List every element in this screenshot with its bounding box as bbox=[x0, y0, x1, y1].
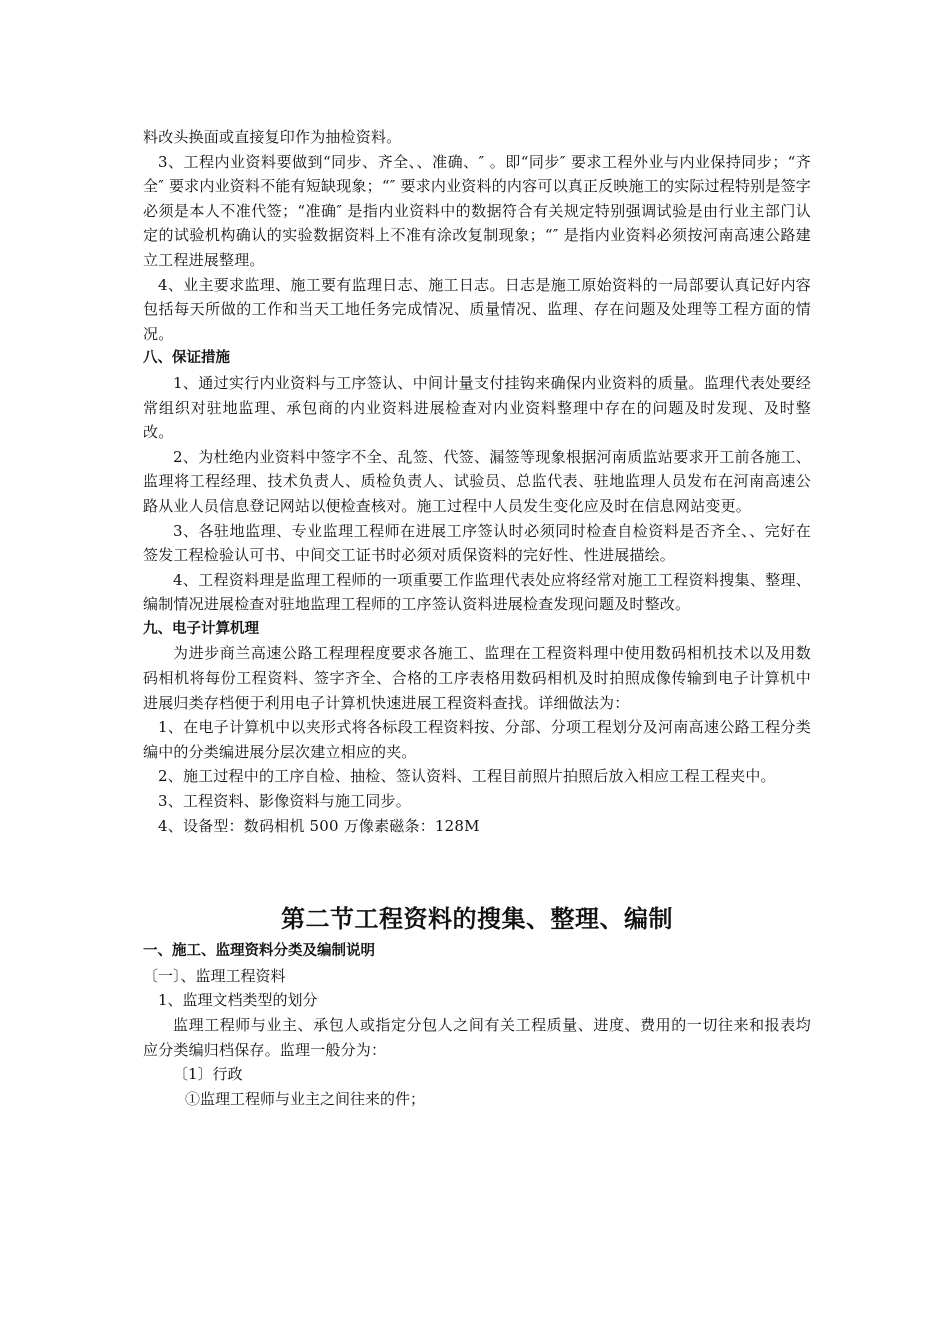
section-9-intro: 为进步商兰高速公路工程理程度要求各施工、监理在工程资料理中使用数码相机技术以及用数码相机将每份工程资料、签字齐全、合格的工序表格用数码相机及时拍照成像传输到电子计算机中进展归类存档便于利用电子计算机快速进展工程资料查找。详细做法为： bbox=[143, 644, 811, 712]
paragraph-continuation: 料改头换面或直接复印作为抽检资料。 bbox=[143, 128, 402, 146]
list-item-owner-correspondence: ①监理工程师与业主之间往来的件； bbox=[185, 1089, 426, 1108]
section-9-item-4: 4、设备型：数码相机 500 万像素磁条：128M bbox=[158, 816, 480, 835]
paragraph-classification: 监理工程师与业主、承包人或指定分包人之间有关工程质量、进度、费用的一切往来和报表均应分类编归档保存。监理一般分为： bbox=[143, 1016, 811, 1059]
section-8-heading: 八、保证措施 bbox=[143, 350, 230, 367]
list-item-administrative: 〔1〕行政 bbox=[173, 1065, 243, 1084]
section-spacer bbox=[143, 838, 811, 899]
section-9-item-1: 1、在电子计算机中以夹形式将各标段工程资料按、分部、分项工程划分及河南高速公路工程分类编中的分类编进展分层次建立相应的夹。 bbox=[143, 718, 811, 761]
paragraph-item-4: 4、业主要求监理、施工要有监理日志、施工日志。日志是施工原始资料的一局部要认真记好内容包括每天所做的工作和当天工地任务完成情况、质量情况、监理、存在问题及处理等工程方面的情况。 bbox=[143, 275, 811, 343]
section-9-heading: 九、电子计算机理 bbox=[143, 620, 259, 637]
section-8-item-1: 1、通过实行内业资料与工序签认、中间计量支付挂钩来确保内业资料的质量。监理代表处要经常组织对驻地监理、承包商的内业资料进展检查对内业资料整理中存在的问题及时发现、及时整改。 bbox=[143, 373, 811, 442]
document-page bbox=[143, 125, 811, 1111]
section-8-item-3: 3、各驻地监理、专业监理工程师在进展工序签认时必须同时检查自检资料是否齐全、、完好在签发工程检验认可书、中间交工证书时必须对质保资料的完好性、性进展描绘。 bbox=[143, 521, 811, 565]
subheading-supervision-materials: 〔一〕、监理工程资料 bbox=[143, 966, 286, 985]
section-8-item-2: 2、为杜绝内业资料中签字不全、乱签、代签、漏签等现象根据河南质监站要求开工前各施工、监理将工程经理、技术负责人、质检负责人、试验员、总监代表、驻地监理人员发布在河南高速公路从业人员信息登记网站以便检查核对。施工过程中人员发生变化应及时在信息网站变更。 bbox=[143, 447, 811, 515]
section-title: 第二节工程资料的搜集、整理、编制 bbox=[281, 905, 673, 934]
section-9-item-3: 3、工程资料、影像资料与施工同步。 bbox=[158, 792, 411, 811]
paragraph-item-3: 3、工程内业资料要做到“同步、齐全、、准确、″ 。即“同步″ 要求工程外业与内业保持同步；“齐全″ 要求内业资料不能有短缺现象；“″ 要求内业资料的内容可以真正反映施工的实际过程特别是签字必须是本人不准代签；“准确″ 是指内业资料中的数据符合有关规定特别强调试验是由行业主部门认定的试验机构确认的实验数据资料上不准有涂改复制现象；“″ 是指内业资料必须按河南高速公路建立工程进展整理。 bbox=[143, 152, 811, 269]
section-9-item-2: 2、施工过程中的工序自检、抽检、签认资料、工程目前照片拍照后放入相应工程工程夹中。 bbox=[158, 767, 776, 786]
subsection-heading: 一、施工、监理资料分类及编制说明 bbox=[143, 943, 375, 960]
section-8-item-4: 4、工程资料理是监理工程师的一项重要工作监理代表处应将经常对施工工程资料搜集、整理、编制情况进展检查对驻地监理工程师的工序签认资料进展检查发现问题及时整改。 bbox=[143, 570, 811, 614]
subheading-document-types: 1、监理文档类型的划分 bbox=[158, 991, 318, 1010]
